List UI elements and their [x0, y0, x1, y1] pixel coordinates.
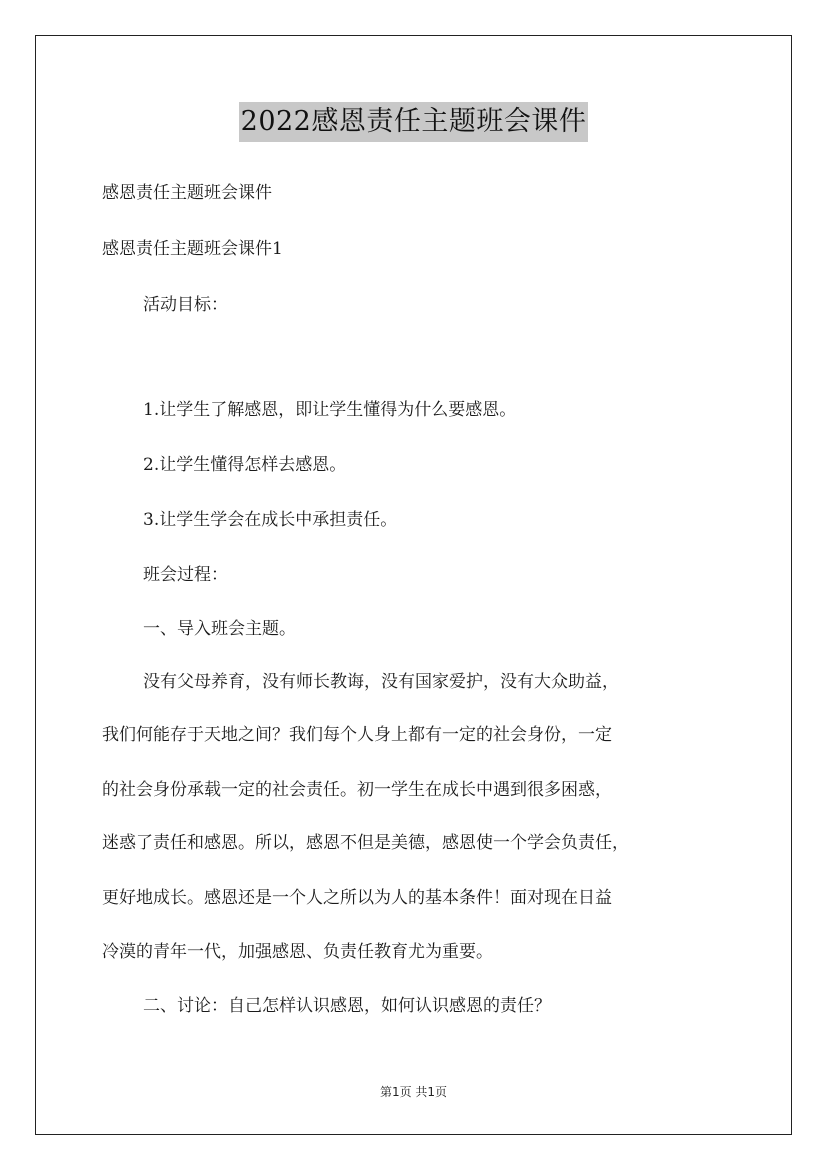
goal-item-1: 1.让学生了解感恩，即让学生懂得为什么要感恩。 — [143, 400, 517, 420]
page-footer: 第1页 共1页 — [379, 1085, 448, 1099]
paragraph-line: 更好地成长。感恩还是一个人之所以为人的基本条件！面对现在日益 — [102, 888, 612, 908]
paragraph-line: 冷漠的青年一代，加强感恩、负责任教育尤为重要。 — [102, 942, 493, 962]
process-heading: 班会过程： — [143, 565, 228, 585]
activity-goals-heading: 活动目标： — [143, 295, 228, 315]
paragraph-line: 的社会身份承载一定的社会责任。初一学生在成长中遇到很多困惑， — [102, 780, 612, 800]
paragraph-line: 迷惑了责任和感恩。所以，感恩不但是美德，感恩使一个学会负责任， — [102, 833, 629, 853]
goal-item-3: 3.让学生学会在成长中承担责任。 — [143, 510, 398, 530]
step-one-heading: 一、导入班会主题。 — [143, 619, 296, 639]
step-two-heading: 二、讨论：自己怎样认识感恩，如何认识感恩的责任？ — [143, 996, 551, 1016]
paragraph-line: 我们何能存于天地之间？我们每个人身上都有一定的社会身份，一定 — [102, 725, 612, 745]
goal-item-2: 2.让学生懂得怎样去感恩。 — [143, 455, 347, 475]
section-heading: 感恩责任主题班会课件1 — [102, 239, 283, 259]
paragraph-line: 没有父母养育，没有师长教诲，没有国家爱护，没有大众助益， — [143, 672, 619, 692]
subtitle-line: 感恩责任主题班会课件 — [102, 183, 272, 203]
title-container — [0, 102, 827, 142]
document-title: 2022感恩责任主题班会课件 — [239, 102, 589, 142]
